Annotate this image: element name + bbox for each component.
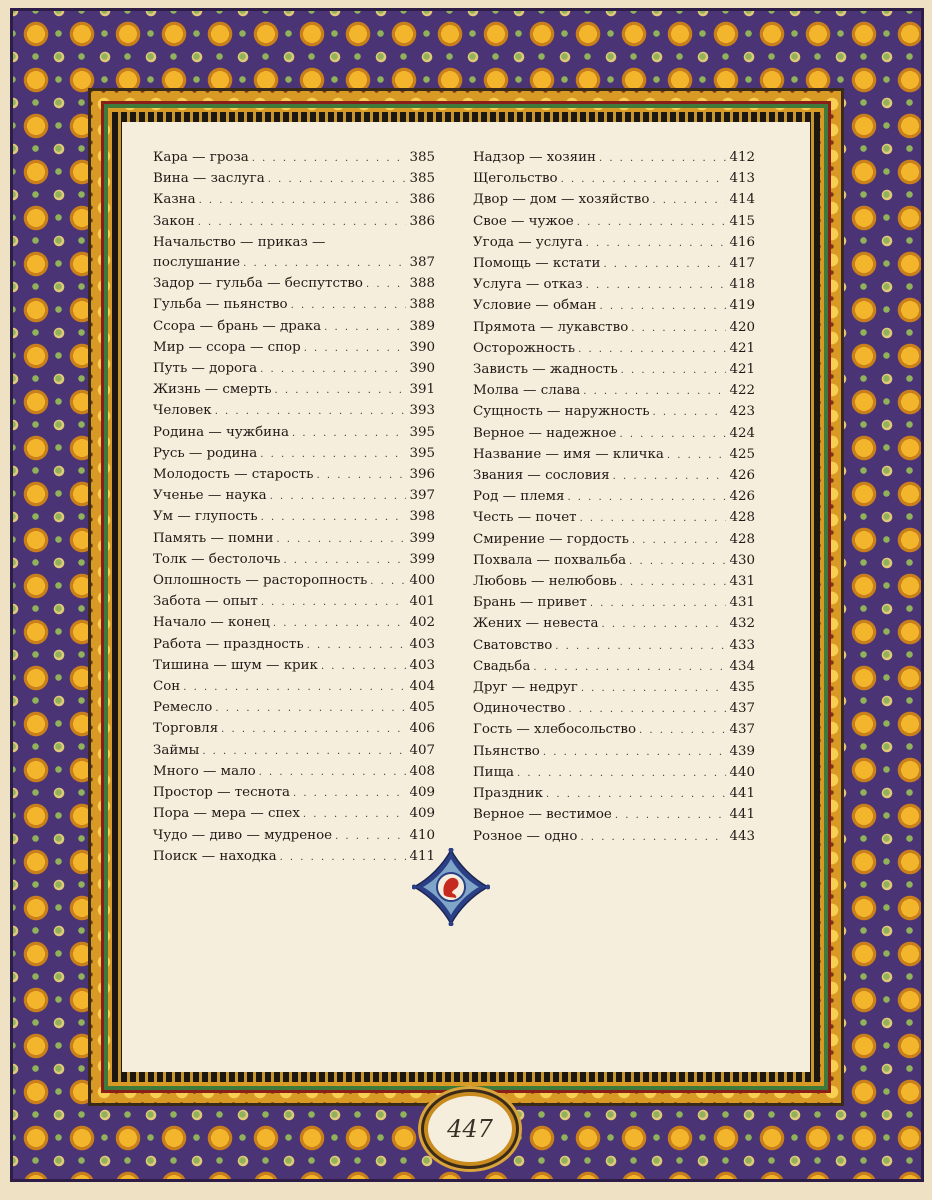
toc-entry-page: 387: [409, 255, 435, 271]
toc-entry-title: Одиночество: [473, 701, 566, 717]
toc-entry-page: 411: [409, 848, 435, 864]
dot-leader: [586, 276, 727, 296]
toc-entry-title: Друг — недруг: [473, 680, 578, 696]
toc-entry-title: Простор — теснота: [153, 785, 290, 801]
dot-leader: [581, 679, 727, 699]
toc-entry-page: 425: [729, 446, 755, 462]
toc-entry-title: Двор — дом — хозяйство: [473, 192, 650, 208]
toc-entry-title: Брань — привет: [473, 595, 587, 611]
toc-entry-title: Угода — услуга: [473, 234, 583, 250]
dot-leader: [590, 594, 727, 614]
toc-entry: [473, 657, 755, 678]
dot-leader: [601, 615, 726, 635]
dot-leader: [261, 508, 407, 528]
toc-entry-title: Путь — дорога: [153, 361, 258, 377]
toc-entry: [473, 678, 755, 699]
toc-entry: [473, 742, 755, 763]
toc-entry: [153, 401, 435, 422]
toc-entry-title: Название — имя — кличка: [473, 446, 664, 462]
toc-entry-title: Помощь — кстати: [473, 256, 601, 272]
toc-entry-page: 395: [409, 424, 435, 440]
toc-entry-title: Свое — чужое: [473, 213, 574, 229]
toc-entry-page: 406: [409, 721, 435, 737]
toc-entry-title: Похвала — похвальба: [473, 552, 627, 568]
toc-entry-title: Кара — гроза: [153, 150, 249, 165]
dot-leader: [215, 402, 407, 422]
dot-leader: [639, 721, 726, 741]
toc-entry-page: 386: [409, 213, 435, 229]
toc-entry-page: 385: [409, 150, 435, 165]
toc-entry-title: Много — мало: [153, 763, 256, 779]
toc-entry-title: Сон: [153, 679, 181, 695]
toc-entry-title: Родина — чужбина: [153, 424, 289, 440]
toc-entry-title: Пища: [473, 764, 515, 780]
toc-entry-title: Пора — мера — спех: [153, 806, 300, 822]
toc-entry-title: Честь — почет: [473, 510, 577, 526]
dot-leader: [629, 552, 726, 572]
toc-entry: [153, 656, 435, 677]
toc-entry-title: Начальство — приказ —: [153, 234, 326, 250]
toc-entry: [473, 466, 755, 487]
page-number-medallion: [424, 1092, 516, 1166]
toc-entry: [153, 613, 435, 634]
toc-entry-title: Задор — гульба — беспутство: [153, 276, 363, 292]
toc-entry: [473, 360, 755, 381]
toc-entry-page: 428: [729, 510, 755, 526]
toc-entry-title: Займы: [153, 742, 200, 758]
toc-entry-title: Надзор — хозяин: [473, 150, 596, 165]
toc-entry-page: 408: [409, 763, 435, 779]
toc-entry-title: Чудо — диво — мудреное: [153, 827, 333, 843]
toc-entry: [473, 487, 755, 508]
toc-entry: [153, 571, 435, 592]
toc-entry-title: Человек: [153, 403, 212, 419]
toc-entry-title: Мир — ссора — спор: [153, 339, 301, 355]
toc-entry-title: Осторожность: [473, 340, 576, 356]
toc-entry: [153, 783, 435, 804]
toc-entry: [153, 380, 435, 401]
toc-entry: [153, 295, 435, 316]
toc-entry-page: 386: [409, 192, 435, 208]
toc-entry-page: 418: [729, 277, 755, 293]
toc-entry-page: 414: [729, 192, 755, 208]
toc-entry-title: Тишина — шум — крик: [153, 657, 318, 673]
dot-leader: [283, 551, 406, 571]
toc-entry-page: 399: [409, 551, 435, 567]
toc-entry-title: Услуга — отказ: [473, 277, 583, 293]
toc-entry-page: 403: [409, 636, 435, 652]
toc-entry-title: Условие — обман: [473, 298, 597, 314]
toc-entry: [153, 635, 435, 656]
toc-entry-title: Жених — невеста: [473, 616, 599, 632]
toc-entry-page: 409: [409, 806, 435, 822]
dot-leader: [653, 403, 727, 423]
toc-entry: [153, 826, 435, 847]
toc-entry-page: 421: [729, 340, 755, 356]
toc-entry-page: 437: [729, 722, 755, 738]
toc-entry: [473, 827, 755, 848]
toc-entry-title: Сватовство: [473, 637, 553, 653]
toc-entry: [473, 296, 755, 317]
toc-entry-page: 430: [729, 552, 755, 568]
toc-entry-title: Толк — бестолочь: [153, 551, 281, 567]
toc-entry-page: 441: [729, 807, 755, 823]
toc-entry: [473, 508, 755, 529]
toc-entry: [153, 550, 435, 571]
toc-entry: [153, 741, 435, 762]
toc-entry-page: 440: [729, 764, 755, 780]
toc-entry-title: Ссора — брань — драка: [153, 318, 322, 334]
dot-leader: [280, 848, 407, 868]
toc-entry-title: Жизнь — смерть: [153, 382, 272, 398]
dot-leader: [603, 255, 726, 275]
toc-entry-title: Гость — хлебосольство: [473, 722, 637, 738]
toc-entry-title: Вина — заслуга: [153, 171, 265, 187]
toc-entry-page: 393: [409, 403, 435, 419]
toc-entry: [153, 190, 435, 211]
toc-entry-title: Молва — слава: [473, 383, 581, 399]
toc-entry: [153, 338, 435, 359]
toc-entry-page: 395: [409, 445, 435, 461]
toc-entry: [153, 253, 435, 274]
toc-entry-page: 431: [729, 595, 755, 611]
toc-entry-title: Зависть — жадность: [473, 362, 618, 378]
dot-leader: [335, 827, 406, 847]
toc-entry-page: 412: [729, 150, 755, 165]
toc-entry-title: Праздник: [473, 786, 544, 802]
toc-entry-page: 413: [729, 171, 755, 187]
toc-entry-title: Поиск — находка: [153, 848, 277, 864]
toc-entry-title: Любовь — нелюбовь: [473, 574, 617, 590]
dot-leader: [555, 637, 726, 657]
dot-leader: [615, 806, 727, 826]
toc-entry-title: Гульба — пьянство: [153, 297, 288, 313]
toc-entry-title: Свадьба: [473, 658, 531, 674]
toc-entry: [473, 254, 755, 275]
toc-entry-title: Ученье — наука: [153, 488, 267, 504]
toc-entry-title: Смирение — гордость: [473, 531, 629, 547]
dot-leader: [370, 572, 406, 592]
dot-leader: [260, 360, 406, 380]
toc-entry-title: Торговля: [153, 721, 219, 737]
page-number: 447: [447, 1115, 493, 1143]
toc-entry: [473, 593, 755, 614]
toc-entry-page: 391: [409, 382, 435, 398]
dot-leader: [261, 593, 407, 613]
dot-leader: [652, 191, 726, 211]
toc-entry-page: 423: [729, 404, 755, 420]
toc-column-right: [473, 148, 755, 848]
toc-entry-title: Сущность — наружность: [473, 404, 650, 420]
toc-entry-title: Пьянство: [473, 743, 540, 759]
toc-entry-page: 410: [409, 827, 435, 843]
toc-entry: [473, 318, 755, 339]
toc-entry: [153, 465, 435, 486]
toc-entry-title: Прямота — лукавство: [473, 319, 629, 335]
toc-entry-title: Звания — сословия: [473, 468, 610, 484]
toc-entry: [473, 381, 755, 402]
toc-entry-title: Ум — глупость: [153, 509, 258, 525]
toc-entry: [473, 784, 755, 805]
toc-entry: [473, 699, 755, 720]
toc-entry-title: Память — помни: [153, 530, 274, 546]
toc-entry: [153, 507, 435, 528]
dot-leader: [366, 275, 406, 295]
dot-leader: [533, 658, 726, 678]
toc-entry: [153, 804, 435, 825]
dot-leader: [304, 339, 407, 359]
toc-entry-page: 434: [729, 658, 755, 674]
toc-entry-title: Щегольство: [473, 171, 558, 187]
dot-leader: [215, 699, 406, 719]
toc-entry-title: Оплошность — расторопность: [153, 573, 368, 589]
toc-entry: [473, 424, 755, 445]
dot-leader: [578, 340, 726, 360]
dot-leader: [620, 573, 727, 593]
dot-leader: [619, 425, 726, 445]
toc-entry: [473, 614, 755, 635]
toc-entry-page: 417: [729, 256, 755, 272]
toc-entry: [473, 169, 755, 190]
toc-entry-page: 415: [729, 213, 755, 229]
dot-leader: [273, 614, 407, 634]
toc-entry-page: 397: [409, 488, 435, 504]
dot-leader: [221, 720, 406, 740]
toc-entry-page: 420: [729, 319, 755, 335]
dot-leader: [324, 318, 406, 338]
toc-entry: [153, 698, 435, 719]
toc-entry-title: Розное — одно: [473, 828, 578, 844]
toc-entry: [473, 275, 755, 296]
dot-leader: [293, 784, 406, 804]
toc-entry: [153, 212, 435, 233]
dot-leader: [599, 297, 726, 317]
toc-entry-page: 398: [409, 509, 435, 525]
dot-leader: [316, 466, 406, 486]
toc-entry-page: 390: [409, 339, 435, 355]
dot-leader: [567, 488, 726, 508]
dot-leader: [199, 191, 407, 211]
toc-entry-page: 426: [729, 489, 755, 505]
dot-leader: [621, 361, 727, 381]
dot-leader: [303, 805, 407, 825]
toc-entry-page: 404: [409, 679, 435, 695]
toc-entry-page: 405: [409, 700, 435, 716]
dot-leader: [586, 234, 727, 254]
toc-entry: [473, 530, 755, 551]
toc-entry: [153, 677, 435, 698]
toc-entry-page: 435: [729, 680, 755, 696]
toc-entry-page: 426: [729, 468, 755, 484]
toc-entry: [153, 274, 435, 295]
toc-entry-page: 388: [409, 297, 435, 313]
dot-leader: [577, 213, 727, 233]
dot-leader: [270, 487, 407, 507]
toc-entry: [473, 148, 755, 169]
toc-entry: [473, 805, 755, 826]
toc-entry: [473, 402, 755, 423]
toc-entry: [153, 359, 435, 380]
toc-entry-page: 389: [409, 318, 435, 334]
toc-entry: [153, 529, 435, 550]
toc-entry-page: 443: [729, 828, 755, 844]
dot-leader: [583, 382, 726, 402]
toc-entry: [473, 636, 755, 657]
dot-leader: [183, 678, 406, 698]
toc-entry-page: 407: [409, 742, 435, 758]
toc-entry-title: Забота — опыт: [153, 594, 258, 610]
heraldic-lion-emblem-icon: [412, 848, 490, 926]
toc-entry: [473, 212, 755, 233]
dot-leader: [252, 149, 407, 169]
toc-entry-title: послушание: [153, 255, 241, 271]
dot-leader: [202, 742, 406, 762]
dot-leader: [198, 213, 407, 233]
toc-entry: [473, 339, 755, 360]
dot-leader: [580, 828, 726, 848]
toc-entry-page: 432: [729, 616, 755, 632]
dot-leader: [543, 743, 727, 763]
toc-entry-title: Верное — надежное: [473, 425, 617, 441]
toc-entry-title: Русь — родина: [153, 445, 258, 461]
toc-entry: [473, 445, 755, 466]
toc-entry-title: Ремесло: [153, 700, 213, 716]
dot-leader: [632, 531, 727, 551]
toc-entry-page: 419: [729, 298, 755, 314]
toc-entry: [473, 551, 755, 572]
dot-leader: [307, 636, 407, 656]
toc-entry: [473, 763, 755, 784]
toc-entry-page: 400: [409, 573, 435, 589]
toc-entry-page: 385: [409, 171, 435, 187]
toc-entry-page: 441: [729, 786, 755, 802]
toc-entry: [153, 148, 435, 169]
dot-leader: [580, 509, 727, 529]
toc-entry-page: 401: [409, 594, 435, 610]
toc-entry-page: 428: [729, 531, 755, 547]
dot-leader: [517, 764, 726, 784]
toc-entry-page: 439: [729, 743, 755, 759]
dot-leader: [667, 446, 727, 466]
dot-leader: [259, 763, 407, 783]
toc-entry: [473, 233, 755, 254]
dot-leader: [291, 296, 407, 316]
toc-entry-page: 402: [409, 615, 435, 631]
dot-leader: [568, 700, 726, 720]
dot-leader: [561, 170, 727, 190]
toc-entry: [153, 444, 435, 465]
toc-column-left: [153, 148, 435, 868]
toc-entry-page: 409: [409, 785, 435, 801]
toc-entry-title: Род — племя: [473, 489, 565, 505]
toc-entry: [473, 720, 755, 741]
dot-leader: [275, 381, 407, 401]
toc-entry-page: 396: [409, 467, 435, 483]
toc-entry: [153, 486, 435, 507]
dot-leader: [276, 530, 406, 550]
toc-entry-page: 422: [729, 383, 755, 399]
toc-entry-page: 424: [729, 425, 755, 441]
toc-entry: [153, 169, 435, 190]
toc-entry: [473, 572, 755, 593]
toc-entry-page: 403: [409, 657, 435, 673]
toc-entry: [153, 847, 435, 868]
dot-leader: [260, 445, 406, 465]
dot-leader: [599, 149, 726, 169]
toc-entry: [473, 190, 755, 211]
contents-panel: [122, 122, 810, 1072]
dot-leader: [321, 657, 407, 677]
toc-entry: [153, 719, 435, 740]
toc-entry: [153, 423, 435, 444]
toc-entry: [153, 762, 435, 783]
dot-leader: [631, 319, 726, 339]
toc-entry-title: Начало — конец: [153, 615, 270, 631]
dot-leader: [546, 785, 726, 805]
toc-entry-page: 437: [729, 701, 755, 717]
toc-entry-title: Закон: [153, 213, 195, 229]
dot-leader: [292, 424, 406, 444]
toc-entry-page: 416: [729, 234, 755, 250]
toc-entry-title: Верное — вестимое: [473, 807, 612, 823]
toc-entry-title: Казна: [153, 192, 196, 208]
toc-entry-page: 388: [409, 276, 435, 292]
toc-entry-title: Молодость — старость: [153, 467, 314, 483]
toc-entry-page: 399: [409, 530, 435, 546]
toc-entry-title: Работа — праздность: [153, 636, 304, 652]
dot-leader: [268, 170, 407, 190]
dot-leader: [243, 254, 406, 274]
toc-entry: [153, 317, 435, 338]
toc-entry-page: 433: [729, 637, 755, 653]
toc-entry: [153, 592, 435, 613]
toc-entry-page: 421: [729, 362, 755, 378]
toc-entry-page: 390: [409, 361, 435, 377]
dot-leader: [613, 467, 727, 487]
toc-entry-page: 431: [729, 574, 755, 590]
